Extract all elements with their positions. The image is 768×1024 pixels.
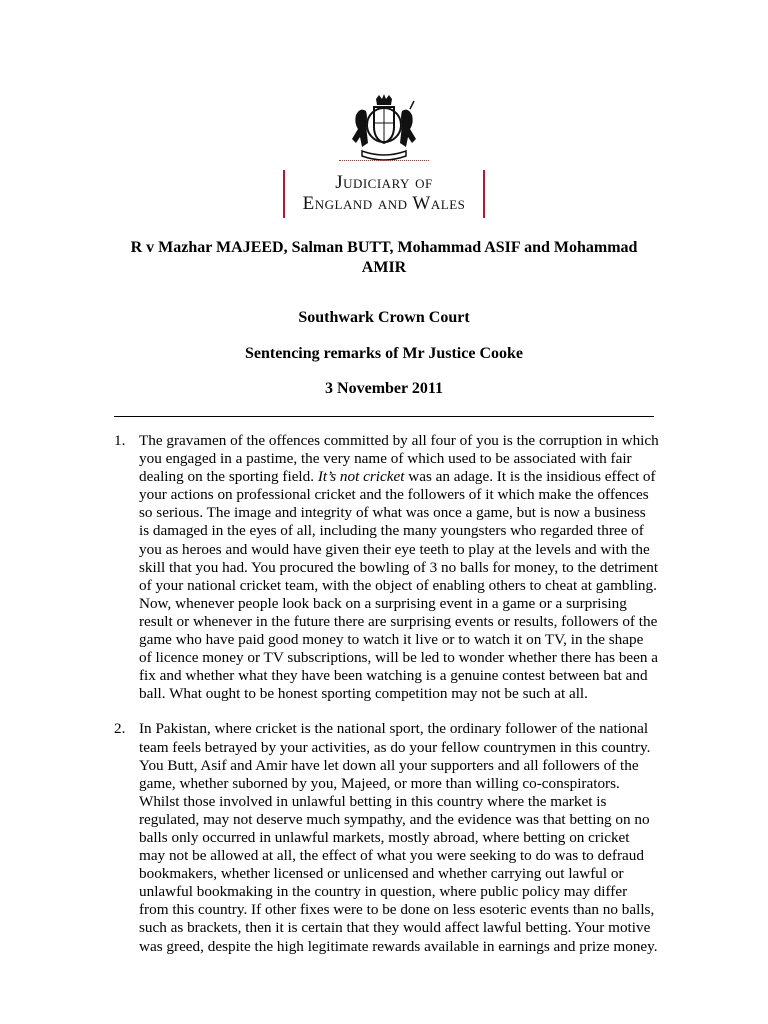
court-name: Southwark Crown Court (298, 309, 470, 326)
numbered-paragraphs (114, 432, 659, 973)
paragraph-2 (114, 720, 659, 955)
brand-line-2: England and Wales (302, 193, 466, 214)
brand-line-1: Judiciary of (335, 172, 433, 193)
case-title: R v Mazhar MAJEED, Salman BUTT, Mohammad ASIF and Mohammad AMIR (130, 239, 638, 276)
paragraph-number: 2. (114, 720, 126, 738)
paragraph-text: In Pakistan, where cricket is the national sport, the ordinary follower of the national team feels betrayed by your activities, as do your fellow countrymen in this country. You Butt, Asif and Amir have let down all your supporters and all followers of the game, whether suborned by you, Majeed, or more than willing co-conspirators. Whilst those involved in unlawful betting in this country where the market is regulated, may not deserve much sympathy, and the evidence was that betting on no balls only occurred in unlawful markets, mostly abroad, where betting on cricket may not be allowed at all, the effect of what you were seeking to do was to defraud bookmakers, whether licensed or unlicensed and whether carrying out lawful or unlawful bookmaking in the country in question, where public policy may differ from this country. If other fixes were to be done on less esoteric events than no balls, such as brackets, then it is certain that they would affect lawful betting. Your motive was greed, despite the high legitimate rewards available in earnings and prize money. (139, 720, 658, 955)
document-date: 3 November 2011 (325, 380, 443, 397)
header-dotted-line (339, 160, 429, 161)
paragraph-text-part: was an adage. It is the insidious effect of your actions on professional cricket and the followers of it which make the offences so serious. The image and integrity of what was once a game, but is now a business is damaged in the eyes of all, including the many youngsters who regarded three of you as heroes and would have given their eye teeth to play at the levels and with the skill that you had. You procured the bowling of 3 no balls for money, to the detriment of your national cricket team, with the object of enabling others to cheat at gambling. Now, whenever people look back on a surprising event in a game or a surprising result or whenever in the future there are surprising events or results, followers of the game who have paid good money to watch it live or to watch it on TV, in the shape of licence money or TV subscriptions, will be led to wonder whether there has been a fix and whether what they have been watching is a genuine contest between bat and ball. What ought to be honest sporting competition may not be such at all. (139, 468, 659, 703)
paragraph-italic-phrase: It’s not cricket (317, 468, 405, 486)
paragraph-number: 1. (114, 432, 126, 449)
paragraph-text (139, 432, 659, 703)
header-left-bar (283, 170, 285, 218)
paragraph-1 (114, 432, 659, 703)
paragraph-text-part: The gravamen of the offences committed by all four of you is the corruption in which you engaged in a pastime, the very name of which used to be associated with fair dealing on the sporting field. (139, 432, 659, 486)
horizontal-rule (114, 416, 654, 417)
remarks-title: Sentencing remarks of Mr Justice Cooke (244, 345, 524, 362)
royal-coat-of-arms-icon (348, 93, 420, 165)
header-right-bar (483, 170, 485, 218)
